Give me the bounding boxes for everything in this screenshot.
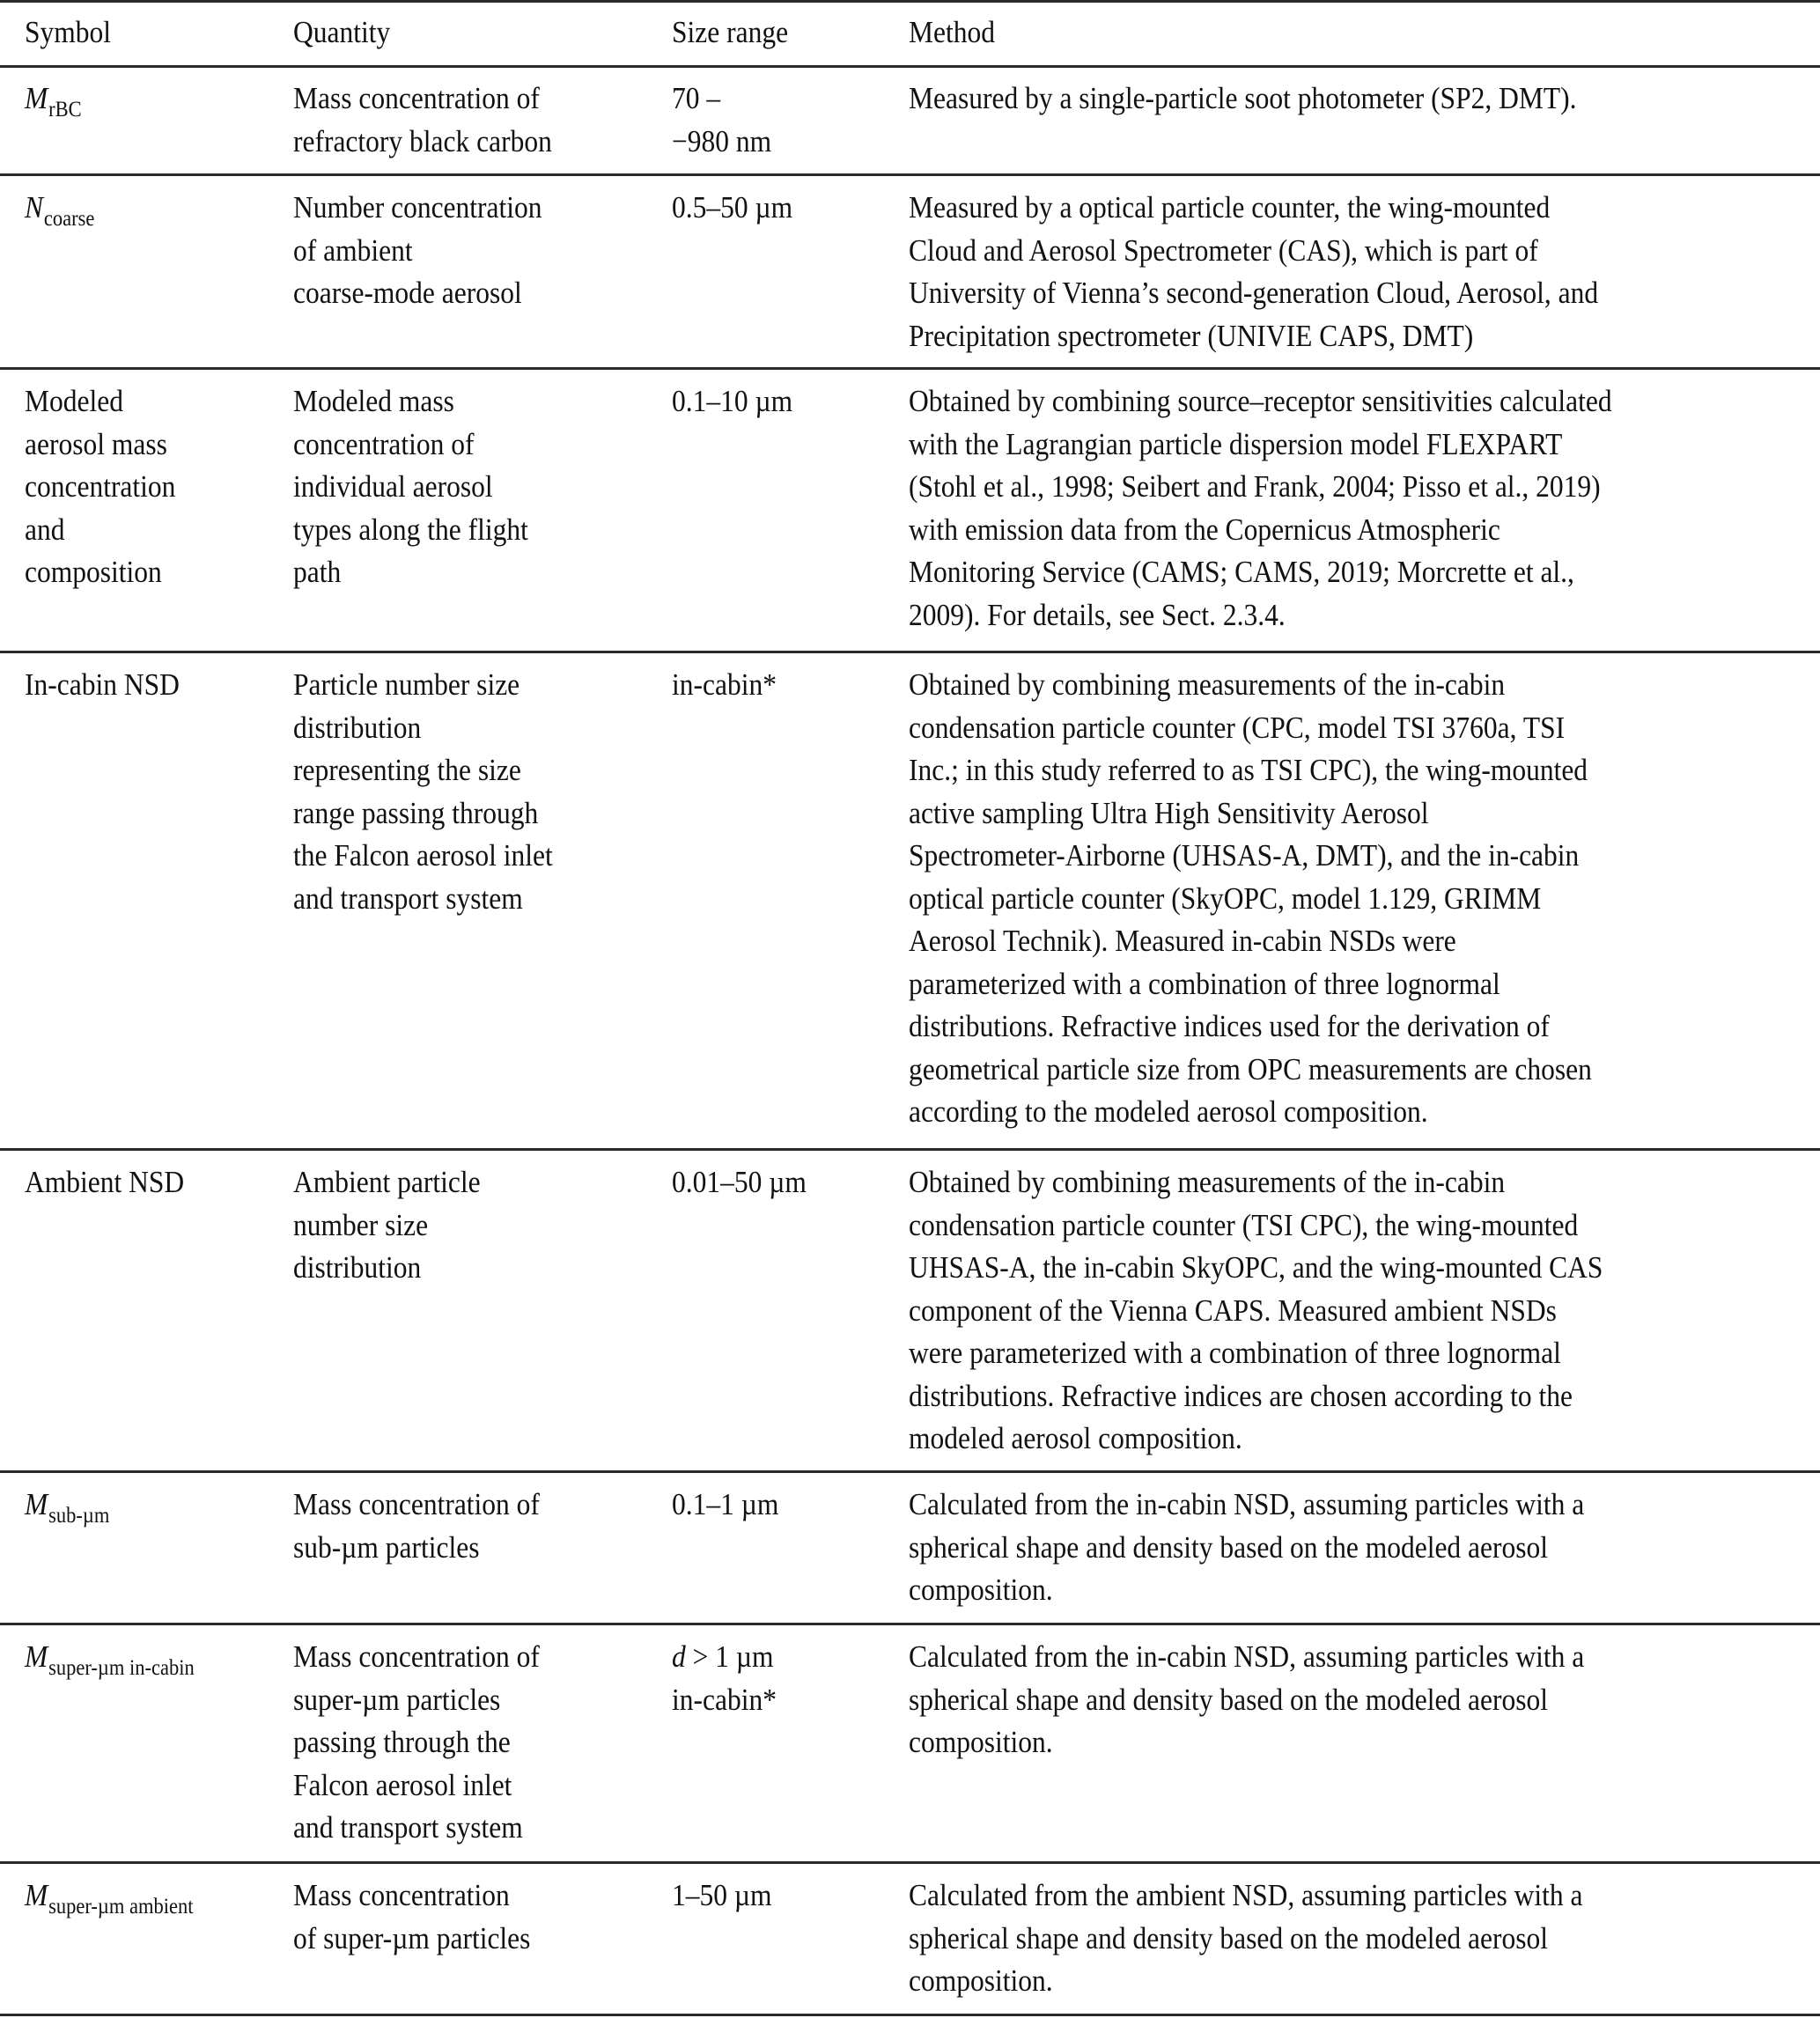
size-range-line: in-cabin* [672, 1682, 777, 1717]
method-line: Monitoring Service (CAMS; CAMS, 2019; Morcrette et al., [909, 555, 1574, 589]
size-range-line: 0.01–50 µm [672, 1165, 807, 1199]
table-row [0, 653, 1820, 1151]
method-line: Calculated from the ambient NSD, assuming particles with a [909, 1878, 1583, 1912]
method-line: Inc.; in this study referred to as TSI CPC), the wing-mounted [909, 753, 1588, 787]
quantity-line: Mass concentration of [293, 1487, 540, 1521]
method-line: spherical shape and density based on the modeled aerosol [909, 1529, 1549, 1565]
method-line: active sampling Ultra High Sensitivity Aerosol [909, 795, 1429, 830]
method-line: Obtained by combining measurements of the in-cabin [909, 667, 1506, 702]
symbol-line: composition [25, 555, 162, 589]
symbol-cell [25, 187, 94, 233]
symbol-cell [25, 1874, 193, 1921]
quantity-line: Particle number size [293, 667, 520, 702]
symbol-main: N [25, 190, 44, 225]
method-line: Measured by a optical particle counter, the wing-mounted [909, 190, 1551, 225]
method-line: Cloud and Aerosol Spectrometer (CAS), which is part of [909, 232, 1538, 268]
quantity-line: refractory black carbon [293, 123, 552, 158]
method-line: with emission data from the Copernicus Atmospheric [909, 512, 1500, 547]
symbol-subscript: rBC [48, 98, 82, 122]
size-range-line: −980 nm [672, 123, 772, 158]
method-line: according to the modeled aerosol composition. [909, 1094, 1428, 1129]
quantity-line: Falcon aerosol inlet [293, 1767, 512, 1802]
quantity-line: coarse-mode aerosol [293, 276, 522, 310]
quantity-cell [293, 1636, 540, 1850]
symbol-line: In-cabin NSD [25, 667, 180, 702]
quantity-line: concentration of [293, 426, 475, 461]
method-cell [909, 380, 1612, 637]
method-line: modeled aerosol composition. [909, 1421, 1242, 1455]
size-range-line: 70 – [672, 81, 721, 115]
method-cell [909, 1874, 1582, 2003]
quantity-cell [293, 77, 552, 163]
quantity-cell [293, 1161, 481, 1290]
quantity-cell [293, 380, 528, 594]
quantity-line: distribution [293, 1250, 422, 1285]
quantity-line: number size [293, 1207, 429, 1242]
size-range-cell [672, 1161, 807, 1204]
symbol-subscript: sub-µm [48, 1504, 110, 1528]
symbol-line: concentration [25, 469, 176, 504]
header-symbol: Symbol [25, 15, 112, 49]
method-line: optical particle counter (SkyOPC, model 1.129, GRIMM [909, 880, 1542, 916]
method-line: spherical shape and density based on the modeled aerosol [909, 1920, 1549, 1955]
method-cell [909, 664, 1592, 1134]
quantity-cell [293, 1874, 530, 1960]
method-line: Aerosol Technik). Measured in-cabin NSDs were [909, 924, 1456, 958]
size-range-cell [672, 187, 792, 230]
symbol-main: M [25, 1878, 48, 1912]
symbol-cell [25, 1636, 195, 1683]
quantity-line: types along the flight [293, 512, 528, 547]
method-line: UHSAS-A, the in-cabin SkyOPC, and the wing-mounted CAS [909, 1250, 1603, 1285]
quantity-line: Mass concentration of [293, 1639, 540, 1674]
method-line: composition. [909, 1963, 1053, 1998]
method-line: Precipitation spectrometer (UNIVIE CAPS, DMT) [909, 318, 1474, 353]
quantity-cell [293, 664, 553, 920]
method-line: Measured by a single-particle soot photometer (SP2, DMT). [909, 81, 1577, 115]
size-range-line: 0.5–50 µm [672, 190, 793, 225]
method-cell [909, 1484, 1584, 1612]
symbol-cell [25, 77, 82, 124]
method-line: 2009). For details, see Sect. 2.3.4. [909, 597, 1286, 632]
size-range-line: in-cabin* [672, 667, 777, 702]
size-range-cell [672, 77, 771, 163]
diameter-symbol: d [672, 1639, 686, 1674]
method-line: distributions. Refractive indices used for the derivation of [909, 1009, 1550, 1043]
method-line: geometrical particle size from OPC measurements are chosen [909, 1051, 1592, 1086]
quantity-line: Ambient particle [293, 1165, 481, 1199]
method-line: University of Vienna’s second-generation Cloud, Aerosol, and [909, 276, 1599, 310]
method-line: composition. [909, 1725, 1053, 1759]
symbol-cell [25, 664, 180, 707]
quantity-line: and transport system [293, 880, 523, 916]
symbol-cell [25, 380, 175, 594]
quantity-line: super-µm particles [293, 1682, 501, 1717]
quantity-line: path [293, 555, 342, 589]
method-cell [909, 1636, 1584, 1764]
method-line: component of the Vienna CAPS. Measured ambient NSDs [909, 1293, 1557, 1328]
table-row [0, 1473, 1820, 1625]
size-range-cell [672, 664, 777, 707]
quantity-line: Mass concentration of [293, 81, 540, 115]
method-cell [909, 77, 1576, 121]
method-line: condensation particle counter (CPC, model TSI 3760a, TSI [909, 710, 1566, 745]
quantity-line: and transport system [293, 1810, 523, 1845]
table-row [0, 1864, 1820, 2016]
method-line: Calculated from the in-cabin NSD, assuming particles with a [909, 1639, 1585, 1674]
header-method: Method [909, 15, 996, 49]
table-header-row [0, 0, 1820, 68]
quantity-line: Number concentration [293, 190, 542, 225]
quantity-line: the Falcon aerosol inlet [293, 838, 553, 873]
quantity-cell [293, 1484, 540, 1569]
quantity-line: Mass concentration [293, 1878, 510, 1912]
size-range-line [672, 1636, 777, 1679]
size-range-cell [672, 1636, 777, 1721]
quantity-cell [293, 187, 542, 315]
method-line: Obtained by combining measurements of the in-cabin [909, 1165, 1506, 1199]
quantity-line: passing through the [293, 1725, 511, 1759]
method-line: composition. [909, 1572, 1053, 1607]
symbol-subscript: super-µm in-cabin [48, 1656, 195, 1680]
symbol-line: Ambient NSD [25, 1165, 185, 1199]
method-line: condensation particle counter (TSI CPC), the wing-mounted [909, 1207, 1579, 1242]
method-cell [909, 187, 1598, 357]
symbol-subscript: coarse [43, 207, 95, 231]
method-cell [909, 1161, 1603, 1461]
quantity-line: sub-µm particles [293, 1529, 480, 1565]
method-line: were parameterized with a combination of three lognormal [909, 1336, 1561, 1370]
method-line: with the Lagrangian particle dispersion model FLEXPART [909, 426, 1563, 461]
size-range-line: 0.1–1 µm [672, 1487, 779, 1521]
symbol-main: M [25, 1639, 48, 1674]
method-line: Obtained by combining source–receptor sensitivities calculated [909, 384, 1612, 418]
table-row [0, 1625, 1820, 1864]
header-quantity: Quantity [293, 15, 391, 49]
symbol-main: M [25, 1487, 48, 1521]
size-range-line: 1–50 µm [672, 1878, 772, 1912]
table-row [0, 370, 1820, 653]
quantity-line: range passing through [293, 795, 539, 830]
method-line: distributions. Refractive indices are chosen according to the [909, 1378, 1573, 1413]
size-range-cell [672, 1874, 772, 1918]
quantity-line: representing the size [293, 753, 521, 787]
method-line: Calculated from the in-cabin NSD, assuming particles with a [909, 1487, 1585, 1521]
symbol-main: M [25, 81, 48, 115]
symbol-cell [25, 1161, 184, 1204]
size-range-cell [672, 1484, 778, 1527]
quantity-line: individual aerosol [293, 469, 493, 504]
method-line: parameterized with a combination of three lognormal [909, 966, 1500, 1001]
table-row [0, 1151, 1820, 1473]
symbol-subscript: super-µm ambient [48, 1895, 194, 1919]
quantity-line: of super-µm particles [293, 1920, 531, 1955]
size-range-text: > 1 µm [685, 1639, 774, 1674]
symbol-line: Modeled [25, 384, 123, 418]
table-row [0, 68, 1820, 176]
symbol-line: and [25, 512, 65, 547]
quantity-line: Modeled mass [293, 384, 454, 418]
size-range-line: 0.1–10 µm [672, 384, 793, 418]
quantity-line: distribution [293, 710, 422, 745]
method-line: Spectrometer-Airborne (UHSAS-A, DMT), and the in-cabin [909, 838, 1580, 873]
method-line: (Stohl et al., 1998; Seibert and Frank, 2004; Pisso et al., 2019) [909, 469, 1601, 504]
symbol-line: aerosol mass [25, 426, 167, 461]
size-range-cell [672, 380, 792, 423]
method-line: spherical shape and density based on the modeled aerosol [909, 1682, 1549, 1717]
header-size-range: Size range [672, 15, 789, 49]
quantity-line: of ambient [293, 232, 413, 268]
symbol-cell [25, 1484, 109, 1530]
table-row [0, 176, 1820, 370]
